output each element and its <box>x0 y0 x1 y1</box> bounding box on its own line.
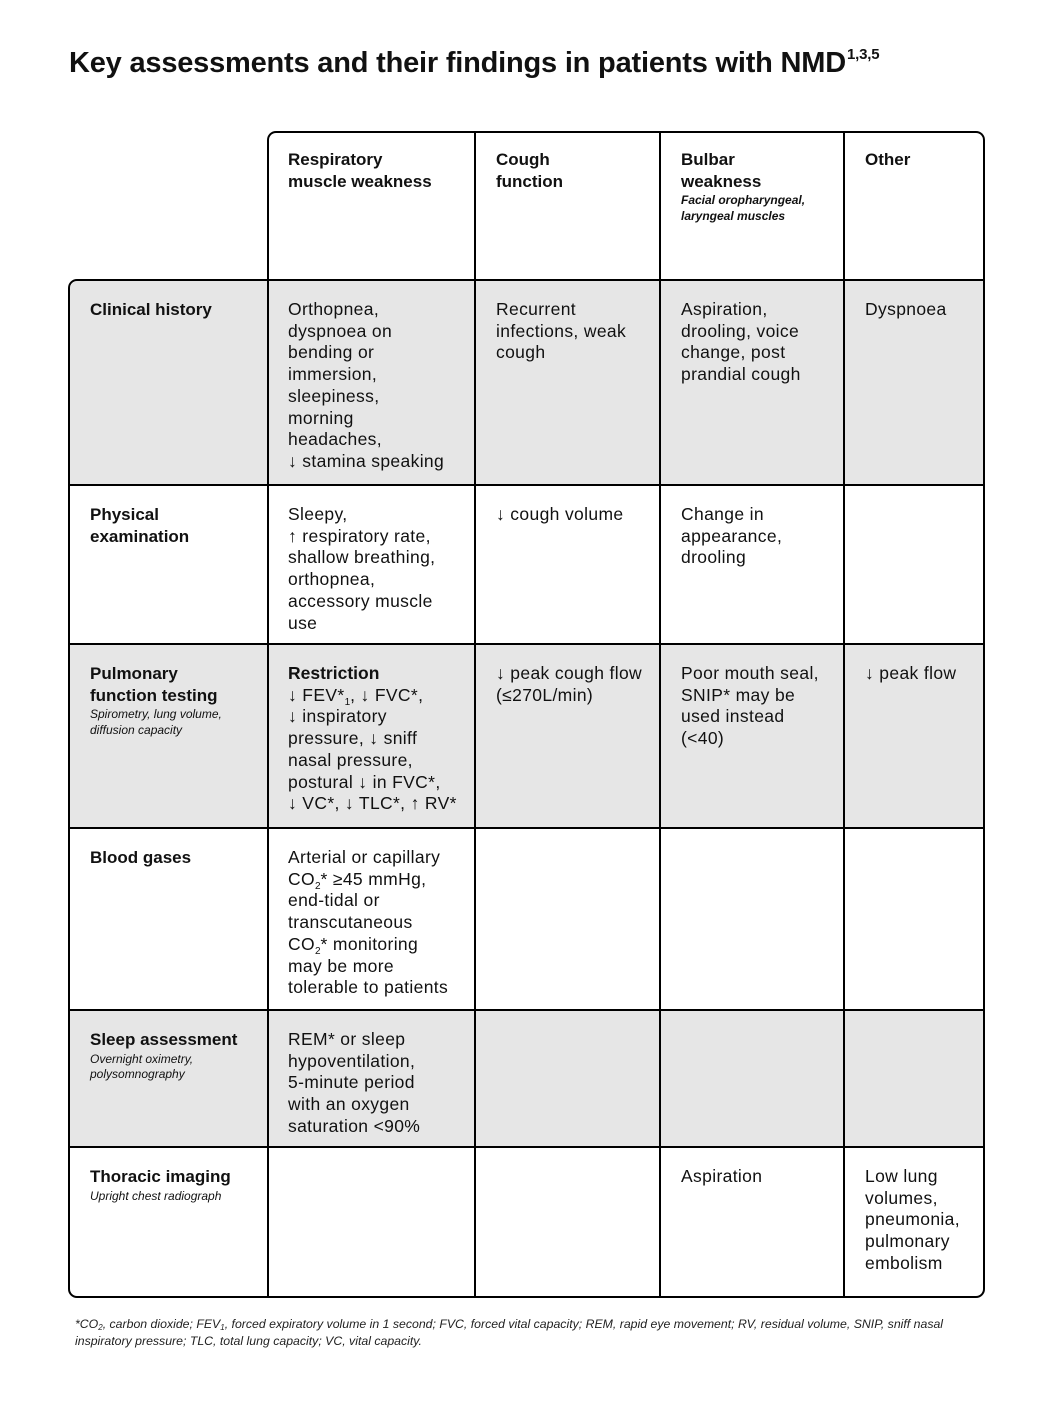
column-header-respiratory: Respiratory muscle weakness <box>288 150 432 191</box>
row-label-blood-gases: Blood gases <box>90 848 192 867</box>
cell-sleep-respiratory: REM* or sleep hypoventilation, 5-minute period with an oxygen saturation <90% <box>268 1011 476 1148</box>
row-note-pulmonary: Spirometry, lung volume, diffusion capacity <box>90 707 222 737</box>
row-divider <box>68 827 985 829</box>
row-note-thoracic: Upright chest radiograph <box>90 1188 222 1203</box>
column-divider <box>659 131 661 1297</box>
cell-pulmonary-other: ↓ peak flow <box>845 645 983 829</box>
cell-clinical-bulbar: Aspiration, drooling, voice change, post prandial cough <box>661 281 845 486</box>
cell-pulmonary-bulbar: Poor mouth seal, SNIP* may be used instead (<40) <box>661 645 845 829</box>
row-label-physical-examination: Physical examination <box>90 505 190 546</box>
column-note-bulbar: Facial oropharyngeal, laryngeal muscles <box>681 193 806 223</box>
column-divider <box>843 131 845 1297</box>
footnote: $*CO_2$, carbon dioxide; $FEV_1$, forced expiratory volume in 1 second; FVC, forced vital capacity; REM, rapid eye movement; RV, residual volume, SNIP, sniff nasal inspiratory pressure; TLC, total lung capacity; VC, vital capacity. <box>75 1317 944 1348</box>
row-note-sleep: Overnight oximetry, polysomnography <box>90 1051 194 1082</box>
cell-thoracic-other: Low lung volumes, pneumonia, pulmonary embolism <box>865 1166 960 1273</box>
column-divider <box>267 279 269 1297</box>
row-divider <box>68 484 985 486</box>
row-label-thoracic-imaging: Thoracic imaging Upright chest radiograph <box>70 1148 268 1296</box>
column-header-other: Other <box>865 150 911 169</box>
row-label-clinical-history: Clinical history <box>70 281 268 486</box>
title-references: 1,3,5 <box>847 46 880 63</box>
cell-physical-bulbar: Change in appearance, drooling <box>681 504 783 568</box>
column-header-bulbar: Bulbar weakness Facial oropharyngeal, laryngeal muscles <box>661 131 845 281</box>
page-title: Key assessments and their findings in patients with NMD$^{1,3,5}$ <box>69 46 880 79</box>
cell-pulmonary-cough: ↓ peak cough flow (≤270L/min) <box>476 645 661 829</box>
cell-clinical-respiratory: Orthopnea, dyspnoea on bending or immersion, sleepiness, morning headaches, ↓ stamina speaking <box>268 281 476 486</box>
row-divider <box>68 1146 985 1148</box>
cell-thoracic-bulbar: Aspiration <box>681 1166 763 1186</box>
column-divider <box>474 131 476 1297</box>
row-label-sleep-assessment: Sleep assessment Overnight oximetry, polysomnography <box>70 1011 268 1148</box>
cell-physical-respiratory: Sleepy, ↑ respiratory rate, shallow breathing, orthopnea, accessory muscle use <box>288 504 436 633</box>
cell-blood-respiratory: Arterial or capillary $CO_2* \ge 45$ mmHg, end-tidal or transcutaneous $CO_2*$ monitoring may be more tolerable to patients <box>288 847 449 998</box>
row-divider <box>68 1009 985 1011</box>
cell-clinical-cough: Recurrent infections, weak cough <box>476 281 661 486</box>
cell-physical-cough: ↓ cough volume <box>496 504 624 524</box>
column-header-cough: Cough function <box>496 150 564 191</box>
cell-clinical-other: Dyspnoea <box>845 281 983 486</box>
row-label-pulmonary-function-testing: Pulmonary function testing Spirometry, lung volume, diffusion capacity <box>70 645 268 829</box>
cell-pulmonary-respiratory: Restriction ↓ $FEV*_1$, ↓ FVC*, ↓ inspiratory pressure, ↓ sniff nasal pressure, postural ↓ in FVC*, ↓ VC*, ↓ TLC*, ↑ RV* <box>268 645 476 829</box>
row-divider <box>68 643 985 645</box>
header-frame <box>267 131 985 281</box>
